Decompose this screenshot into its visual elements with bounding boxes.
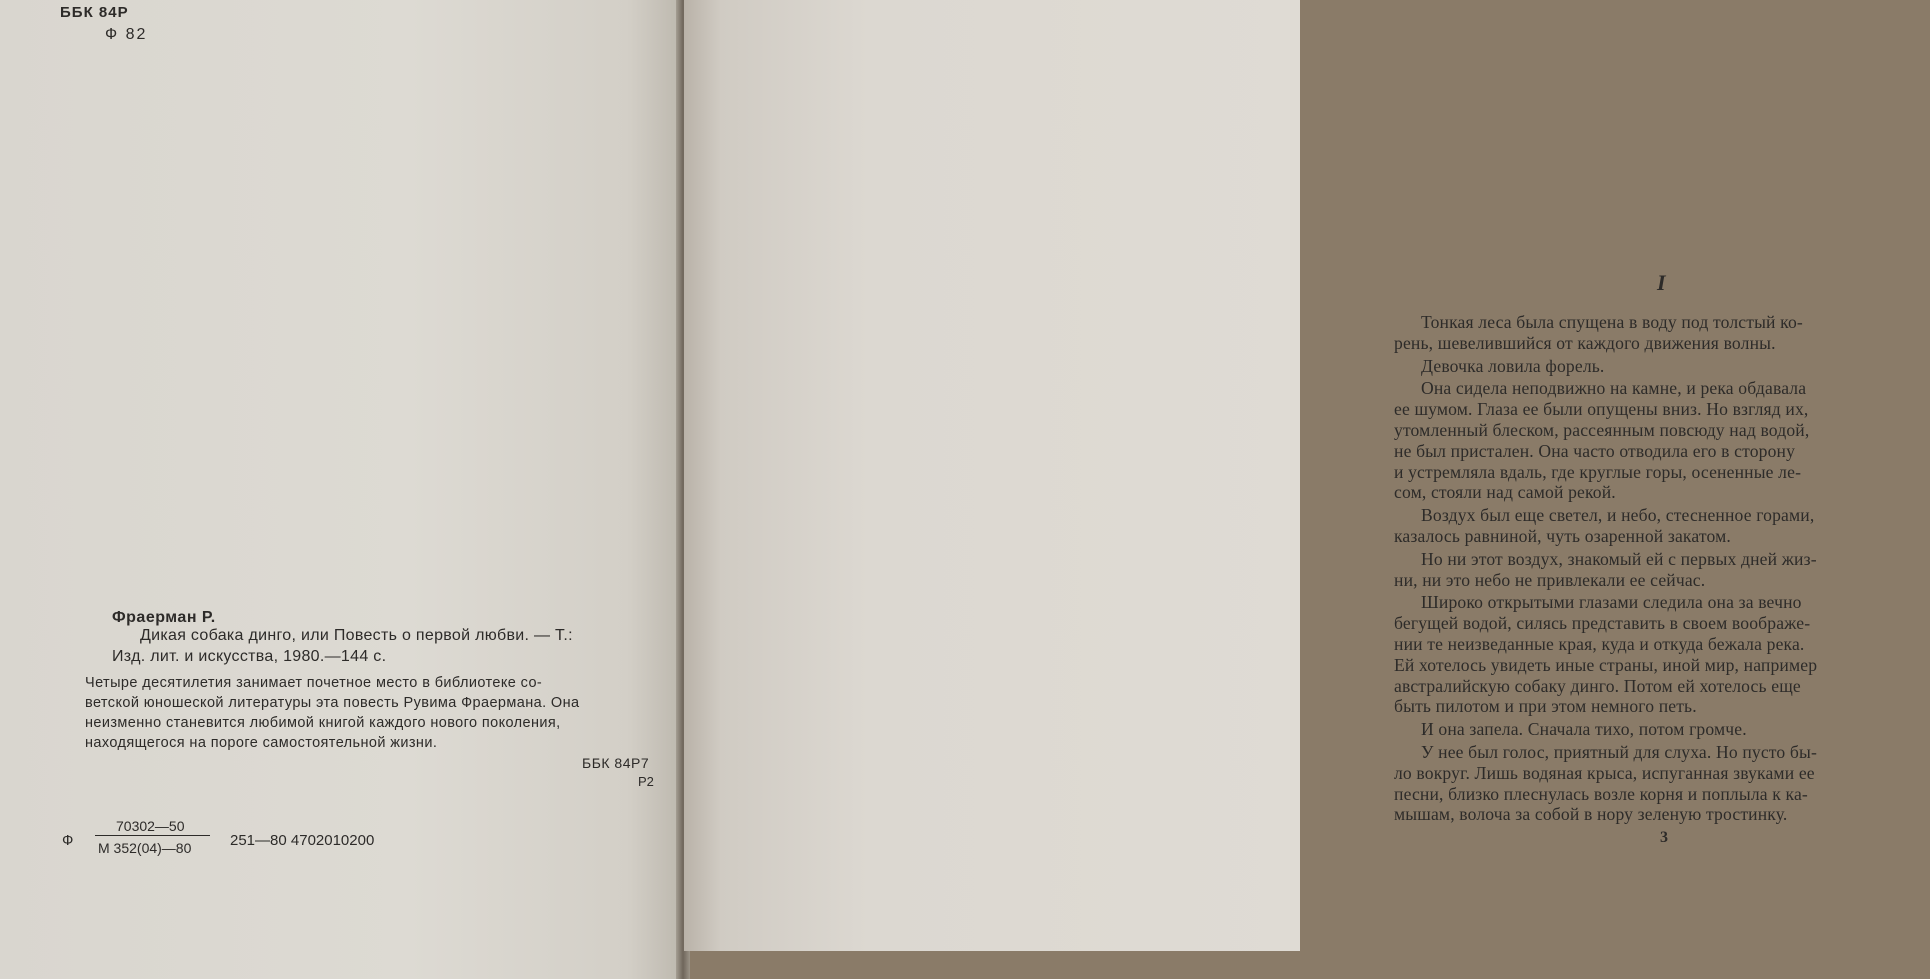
- chapter-mark: I: [1657, 270, 1666, 295]
- text-line: Девочка ловила форель.: [1421, 355, 1605, 376]
- page-number: 3: [1660, 829, 1668, 846]
- bbk-code-top: ББК 84Р: [60, 4, 129, 21]
- text-line: Но ни этот воздух, знакомый ей с первых дней жиз-: [1421, 548, 1817, 569]
- annotation-line: Четыре десятилетия занимает почетное место в библиотеке со-: [85, 675, 543, 691]
- text-line: мышам, волоча за собой в нору зеленую тростинку.: [1394, 804, 1788, 825]
- code-numerator: 70302—50: [116, 818, 185, 834]
- left-page: [0, 0, 682, 979]
- author-name: Фраерман Р.: [112, 609, 216, 626]
- fraction-line: [95, 835, 210, 836]
- code-prefix: Ф: [62, 832, 74, 849]
- annotation-line: неизменно станевится любимой книгой каждого нового поколения,: [85, 715, 561, 731]
- text-line: Широко открытыми глазами следила она за вечно: [1421, 592, 1802, 613]
- book-title-line: Дикая собака динго, или Повесть о первой любви. — Т.:: [140, 627, 573, 644]
- code-rest: 251—80 4702010200: [230, 832, 375, 849]
- code-denominator: М 352(04)—80: [98, 840, 192, 856]
- text-line: казалось равниной, чуть озаренной закатом.: [1394, 525, 1731, 546]
- text-line: и устремляла вдаль, где круглые горы, осененные ле-: [1394, 461, 1802, 482]
- text-line: рень, шевелившийся от каждого движения волны.: [1394, 332, 1776, 353]
- bbk-code-bottom: ББК 84Р7: [582, 755, 650, 771]
- text-line: ло вокруг. Лишь водяная крыса, испуганная звуками ее: [1394, 762, 1815, 783]
- text-line: Она сидела неподвижно на камне, и река обдавала: [1421, 378, 1807, 399]
- text-line: нии те неизведанные края, куда и откуда бежала река.: [1394, 633, 1805, 654]
- annotation-line: находящегося на пороге самостоятельной жизни.: [85, 735, 438, 751]
- text-line: Ей хотелось увидеть иные страны, иной мир, например: [1394, 654, 1818, 675]
- text-line: И она запела. Сначала тихо, потом громче.: [1421, 719, 1747, 740]
- text-line: У нее был голос, приятный для слуха. Но пусто бы-: [1421, 741, 1817, 762]
- annotation: [85, 673, 665, 753]
- text-line: австралийскую собаку динго. Потом ей хотелось еще: [1394, 675, 1801, 696]
- text-line: не был пристален. Она часто отводила его в сторону: [1394, 440, 1796, 461]
- text-line: ни, ни это небо не привлекали ее сейчас.: [1394, 569, 1706, 590]
- text-line: песни, близко плеснулась возле корня и поплыла к ка-: [1394, 783, 1808, 804]
- body-text: [1394, 312, 1930, 825]
- text-line: утомленный блеском, рассеянным повсюду над водой,: [1394, 419, 1810, 440]
- text-line: Тонкая леса была спущена в воду под толстый ко-: [1421, 312, 1803, 332]
- author-index-top: Ф 82: [105, 26, 148, 43]
- imprint-line: Изд. лит. и искусства, 1980.—144 с.: [112, 648, 387, 665]
- text-line: сом, стояли над самой рекой.: [1394, 482, 1616, 503]
- bbk-subcode: Р2: [638, 774, 654, 789]
- annotation-line: ветской юношеской литературы эта повесть Рувима Фраермана. Она: [85, 695, 580, 711]
- text-line: Воздух был еще светел, и небо, стесненное горами,: [1421, 505, 1815, 526]
- text-line: бегущей водой, силясь представить в своем воображе-: [1394, 613, 1811, 634]
- text-line: быть пилотом и при этом немного петь.: [1394, 696, 1697, 717]
- right-page: [684, 0, 1818, 951]
- text-line: ее шумом. Глаза ее были опущены вниз. Но взгляд их,: [1394, 399, 1809, 420]
